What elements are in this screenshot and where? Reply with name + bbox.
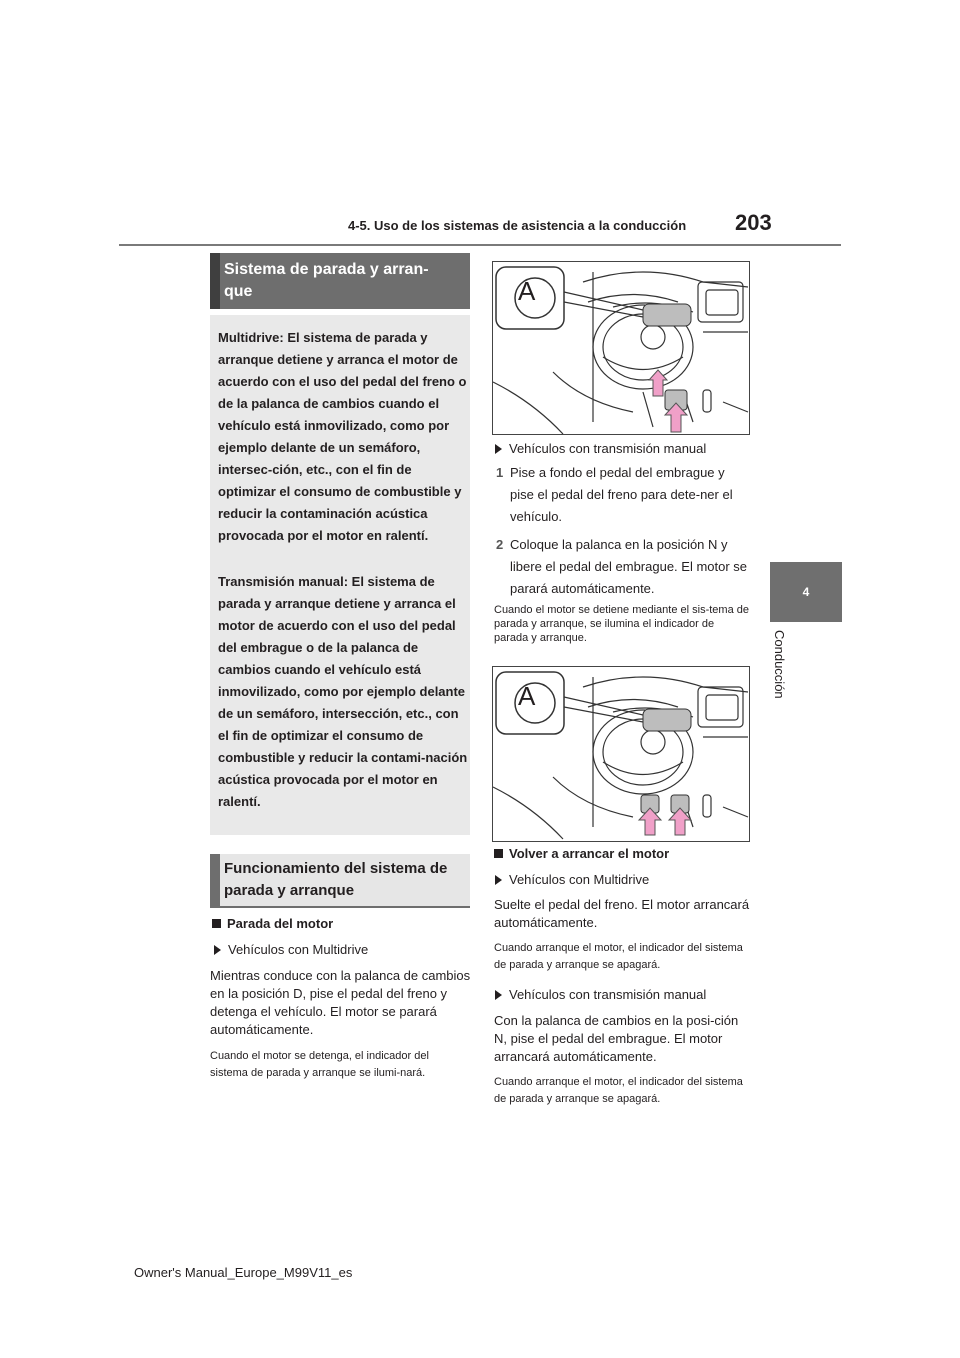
- chapter-label: [772, 630, 802, 750]
- chapter-label-text: Conducción: [772, 630, 787, 699]
- title-accent-bar: [210, 253, 220, 309]
- figure-callout-a: A: [518, 681, 536, 711]
- page-number: 203: [735, 210, 772, 235]
- section-title: [224, 259, 464, 303]
- triangle-bullet-icon: [495, 875, 502, 885]
- restart-mt-body: Con la palanca de cambios en la posi-ción N, pise el pedal del embrague. El motor arrancará automáticamente.: [494, 1013, 739, 1064]
- stop-note: Cuando el motor se detenga, el indicador del sistema de parada y arranque se ilumi-nará.: [210, 1050, 429, 1079]
- summary-multidrive: Multidrive: El sistema de parada y arranque detiene y arranca el motor de acuerdo con el uso del pedal del freno o de la palanca de cambios cuando el vehículo está inmovilizado, como por ejemplo delante de un semáforo, intersec-ción, etc., con el fin de optimizar el consumo de combustible y reducir la contaminación acústica provocada por el motor en ralentí.: [218, 330, 467, 543]
- step-2: [496, 534, 756, 600]
- step-text: Pise a fondo el pedal del embrague y pise el pedal del freno para dete-ner el vehículo.: [510, 465, 733, 524]
- title2-accent-bar: [210, 854, 220, 906]
- step-number: 2: [496, 537, 504, 552]
- stop-heading-text: Parada del motor: [227, 916, 334, 931]
- section2-title: [224, 858, 464, 902]
- multidrive-label: [214, 942, 368, 957]
- triangle-bullet-icon: [495, 444, 502, 454]
- square-bullet-icon: [494, 849, 503, 858]
- dashboard-figure-2: [492, 666, 750, 842]
- triangle-bullet-icon: [214, 945, 221, 955]
- summary-manual: Transmisión manual: El sistema de parada y arranque detiene y arranca el motor de acuerdo con el uso del pedal del embrague o de la palanca de cambios cuando el vehículo está inmovilizado, como por ejemplo delante de un semáforo, intersección, etc., con el fin de optimizar el consumo de combustible y reducir la contami-nación acústica provocada por el motor en ralentí.: [218, 574, 468, 809]
- footer-doc-id: Owner's Manual_Europe_M99V11_es: [134, 1265, 353, 1280]
- square-bullet-icon: [212, 919, 221, 928]
- manual-label-text: Vehículos con transmisión manual: [509, 441, 707, 456]
- header-rule: [119, 244, 841, 246]
- pedal-arrow-icon: [649, 370, 667, 396]
- step-text: Coloque la palanca en la posición N y libere el pedal del embrague. El motor se parará automáticamente.: [510, 537, 748, 596]
- section-title-line1: Sistema de parada y arran-: [224, 261, 429, 278]
- section2-title-line2: parada y arranque: [224, 882, 355, 899]
- multidrive-label-2-text: Vehículos con Multidrive: [509, 872, 650, 887]
- section-title-box: [210, 253, 470, 309]
- summary-box: [210, 315, 470, 835]
- restart-heading-text: Volver a arrancar el motor: [509, 846, 670, 861]
- manual-label: [495, 441, 706, 456]
- stop-heading: [212, 916, 333, 931]
- figure-callout-a: A: [518, 276, 536, 306]
- triangle-bullet-icon: [495, 990, 502, 1000]
- restart-mt-note: Cuando arranque el motor, el indicador del sistema de parada y arranque se apagará.: [494, 1076, 743, 1105]
- section-header: 4-5. Uso de los sistemas de asistencia a la conducción: [348, 218, 687, 233]
- restart-heading: [494, 846, 669, 861]
- manual-label-2-text: Vehículos con transmisión manual: [509, 987, 707, 1002]
- dashboard-figure-1: [492, 261, 750, 435]
- section2-title-line1: Funcionamiento del sistema de: [224, 860, 448, 877]
- section2-title-box: [210, 854, 470, 908]
- multidrive-label-2: [495, 872, 649, 887]
- manual-label-2: [495, 987, 706, 1002]
- manual-stop-note: Cuando el motor se detiene mediante el sis-tema de parada y arranque, se ilumina el indicador de parada y arranque.: [494, 604, 749, 644]
- multidrive-label-text: Vehículos con Multidrive: [228, 942, 369, 957]
- section-title-line2: que: [224, 283, 253, 300]
- chapter-tab: 4: [770, 562, 842, 622]
- restart-md-note: Cuando arranque el motor, el indicador del sistema de parada y arranque se apagará.: [494, 942, 743, 971]
- stop-body: Mientras conduce con la palanca de cambios en la posición D, pise el pedal del freno y detenga el vehículo. El motor se parará automáticamente.: [210, 968, 471, 1037]
- restart-md-body: Suelte el pedal del freno. El motor arrancará automáticamente.: [494, 897, 750, 930]
- step-number: 1: [496, 465, 504, 480]
- step-1: [496, 462, 756, 528]
